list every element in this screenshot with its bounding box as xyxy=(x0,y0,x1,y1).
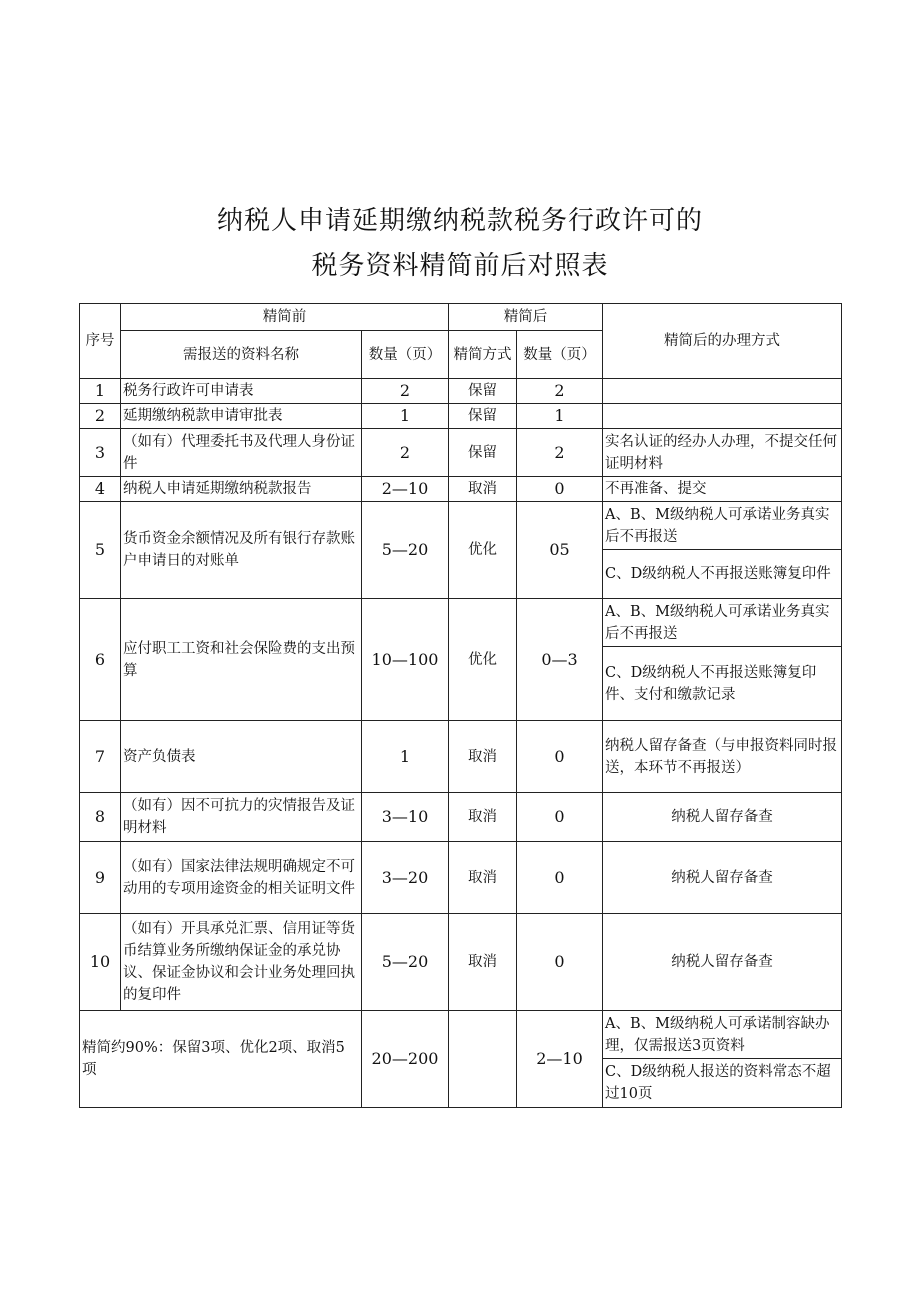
row-after: 0 xyxy=(517,721,603,793)
row-mode: 取消 xyxy=(449,793,517,842)
table-row xyxy=(80,599,842,647)
row-note: 纳税人留存备查 xyxy=(603,914,842,1011)
header-method: 精简后的办理方式 xyxy=(603,304,842,379)
header-before: 精简前 xyxy=(121,304,449,331)
row-no: 9 xyxy=(80,842,121,914)
row-note-b: C、D级纳税人不再报送账簿复印件 xyxy=(603,550,842,599)
row-name: 应付职工工资和社会保险费的支出预算 xyxy=(121,599,362,721)
row-note: 不再准备、提交 xyxy=(603,477,842,502)
row-name: 货币资金余额情况及所有银行存款账户申请日的对账单 xyxy=(121,502,362,599)
summary-after: 2—10 xyxy=(517,1011,603,1108)
table-row xyxy=(80,404,842,429)
row-after: 0—3 xyxy=(517,599,603,721)
row-no: 10 xyxy=(80,914,121,1011)
row-name: （如有）代理委托书及代理人身份证件 xyxy=(121,429,362,477)
table-row xyxy=(80,793,842,842)
row-no: 8 xyxy=(80,793,121,842)
comparison-table xyxy=(79,303,842,1108)
row-before: 5—20 xyxy=(362,502,449,599)
row-before: 1 xyxy=(362,721,449,793)
row-mode: 取消 xyxy=(449,721,517,793)
row-mode: 保留 xyxy=(449,429,517,477)
row-name: （如有）开具承兑汇票、信用证等货币结算业务所缴纳保证金的承兑协议、保证金协议和会计业务处理回执的复印件 xyxy=(121,914,362,1011)
summary-before: 20—200 xyxy=(362,1011,449,1108)
summary-note-b: C、D级纳税人报送的资料常态不超过10页 xyxy=(603,1059,842,1108)
row-name: 延期缴纳税款申请审批表 xyxy=(121,404,362,429)
header-row-1 xyxy=(80,304,842,331)
row-no: 1 xyxy=(80,379,121,404)
row-after: 0 xyxy=(517,842,603,914)
row-mode: 取消 xyxy=(449,477,517,502)
row-after: 1 xyxy=(517,404,603,429)
table-row xyxy=(80,502,842,550)
header-simplify-way: 精简方式 xyxy=(449,331,517,379)
header-after: 精简后 xyxy=(449,304,603,331)
row-note: 纳税人留存备查（与申报资料同时报送，本环节不再报送） xyxy=(603,721,842,793)
title-line-1: 纳税人申请延期缴纳税款税务行政许可的 xyxy=(216,206,703,236)
row-note: 纳税人留存备查 xyxy=(603,842,842,914)
row-note-a: A、B、M级纳税人可承诺业务真实后不再报送 xyxy=(603,599,842,647)
table-row xyxy=(80,379,842,404)
row-after: 05 xyxy=(517,502,603,599)
row-no: 5 xyxy=(80,502,121,599)
row-after: 0 xyxy=(517,793,603,842)
row-name: 税务行政许可申请表 xyxy=(121,379,362,404)
table-row xyxy=(80,429,842,477)
row-name: （如有）国家法律法规明确规定不可动用的专项用途资金的相关证明文件 xyxy=(121,842,362,914)
row-before: 2 xyxy=(362,379,449,404)
summary-note-a: A、B、M级纳税人可承诺制容缺办理，仅需报送3页资料 xyxy=(603,1011,842,1059)
header-seq: 序号 xyxy=(80,304,121,379)
table-row xyxy=(80,721,842,793)
row-before: 1 xyxy=(362,404,449,429)
table-row xyxy=(80,477,842,502)
row-before: 2—10 xyxy=(362,477,449,502)
row-after: 0 xyxy=(517,477,603,502)
row-mode: 保留 xyxy=(449,404,517,429)
row-mode: 优化 xyxy=(449,502,517,599)
row-no: 2 xyxy=(80,404,121,429)
summary-row xyxy=(80,1011,842,1059)
row-no: 7 xyxy=(80,721,121,793)
header-doc-name: 需报送的资料名称 xyxy=(121,331,362,379)
row-note xyxy=(603,404,842,429)
row-name: （如有）因不可抗力的灾情报告及证明材料 xyxy=(121,793,362,842)
title-line-2: 税务资料精简前后对照表 xyxy=(311,251,609,281)
row-after: 2 xyxy=(517,429,603,477)
row-note: 实名认证的经办人办理，不提交任何证明材料 xyxy=(603,429,842,477)
row-after: 0 xyxy=(517,914,603,1011)
summary-text: 精简约90%：保留3项、优化2项、取消5项 xyxy=(80,1011,362,1108)
row-note-b: C、D级纳税人不再报送账簿复印件、支付和缴款记录 xyxy=(603,647,842,721)
row-before: 5—20 xyxy=(362,914,449,1011)
row-before: 3—20 xyxy=(362,842,449,914)
row-mode: 保留 xyxy=(449,379,517,404)
row-note xyxy=(603,379,842,404)
header-pages-after: 数量（页） xyxy=(517,331,603,379)
table-row xyxy=(80,842,842,914)
row-mode: 取消 xyxy=(449,842,517,914)
row-note: 纳税人留存备查 xyxy=(603,793,842,842)
summary-mode xyxy=(449,1011,517,1108)
row-mode: 优化 xyxy=(449,599,517,721)
row-name: 资产负债表 xyxy=(121,721,362,793)
row-name: 纳税人申请延期缴纳税款报告 xyxy=(121,477,362,502)
row-no: 3 xyxy=(80,429,121,477)
row-before: 2 xyxy=(362,429,449,477)
row-note-a: A、B、M级纳税人可承诺业务真实后不再报送 xyxy=(603,502,842,550)
row-after: 2 xyxy=(517,379,603,404)
table-row xyxy=(80,914,842,1011)
header-pages-before: 数量（页） xyxy=(362,331,449,379)
row-no: 4 xyxy=(80,477,121,502)
row-before: 3—10 xyxy=(362,793,449,842)
row-mode: 取消 xyxy=(449,914,517,1011)
row-no: 6 xyxy=(80,599,121,721)
row-before: 10—100 xyxy=(362,599,449,721)
